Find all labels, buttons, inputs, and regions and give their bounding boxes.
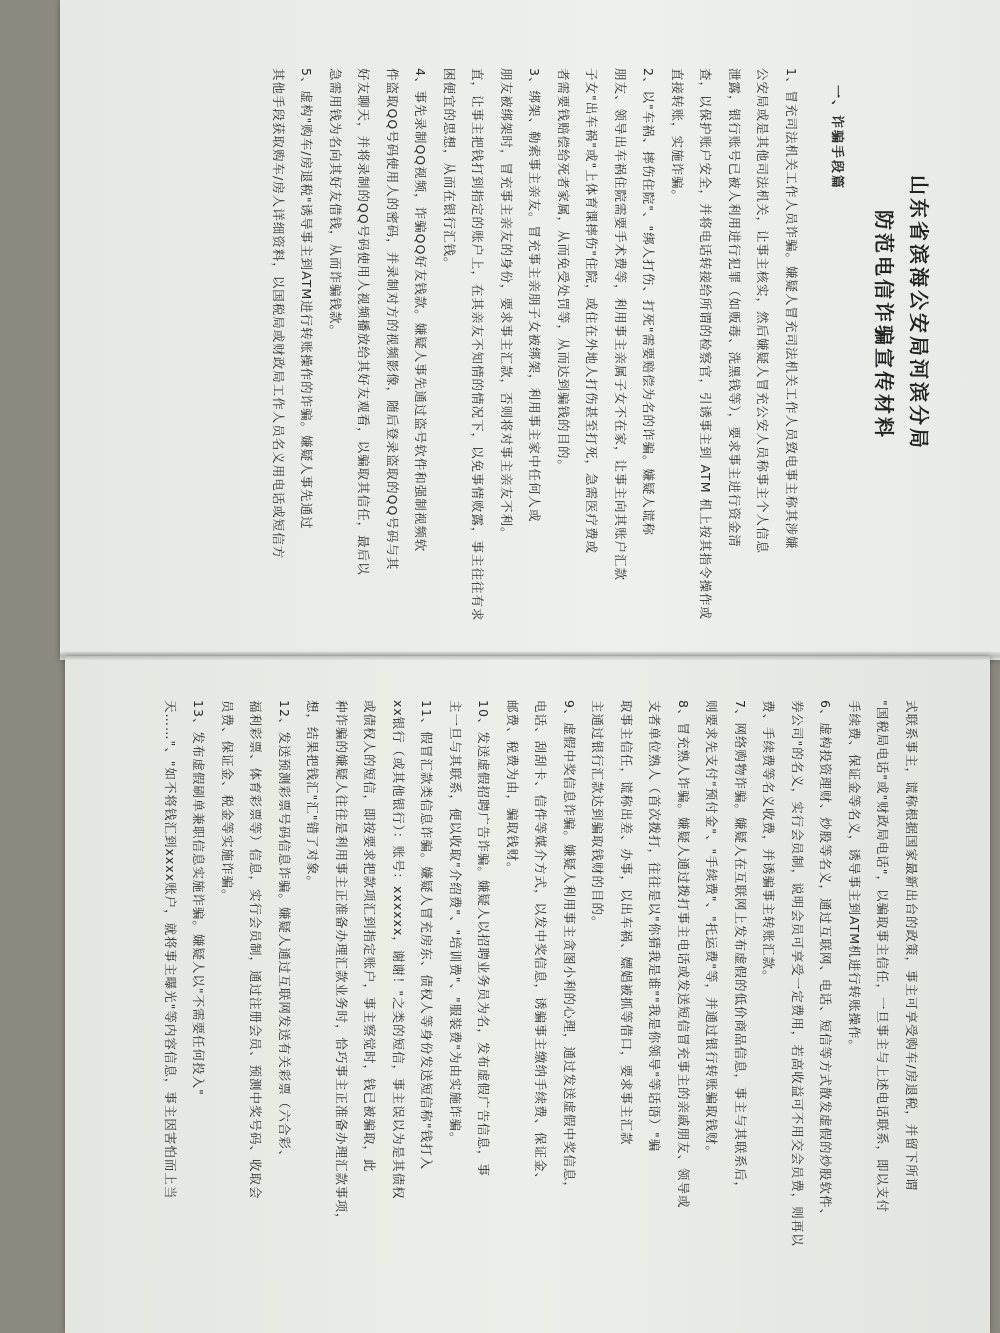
body-paragraph-line: 取事主信任，谎称出差、办事，以出车祸、嫖娼被抓等借口，要求事主汇款 [619, 700, 634, 1146]
body-paragraph-line: 3、绑架、勒索事主亲友。冒充事主亲朋子女被绑架，利用事主家中任何人或 [527, 68, 543, 523]
body-paragraph-line: 支者单位熟人（首次拨打，往往是以"你猜我是谁""我是你领导"等话语）"骗 [647, 700, 663, 1153]
body-paragraph-line: 11、假冒汇款类信息诈骗。嫌疑人冒充房东、债权人等身份发送短信称"钱打入 [419, 700, 435, 1171]
body-paragraph-line: 主通过银行汇款达到骗取钱财的目的。 [590, 700, 606, 930]
body-paragraph-line: 朋友被绑架时，冒充事主亲友的身份，要求事主汇款，否则将对事主亲友不利。 [499, 68, 514, 541]
body-paragraph-line: 泄露，银行账号已被人利用进行犯罪（如贩毒、洗黑钱等），要求事主进行资金清 [727, 68, 742, 548]
paper-fold-crease [60, 652, 1000, 660]
body-paragraph-line: 朋友、领导出车祸住院需要手术费等，利用事主亲属子女不在家，让事主向其账户汇款 [613, 68, 628, 582]
body-paragraph-line: 9、虚假中奖信息诈骗。嫌疑人利用事主贪图小利的心理，通过发送虚假中奖信息， [562, 700, 577, 1195]
body-paragraph-line: 天……"、"如不将钱汇到xxxx账户，就将事主曝光"等内容信息，事主因害怕而上当 [163, 700, 178, 1200]
body-paragraph-line: 8、冒充熟人诈骗。嫌疑人通过拨打事主电话或发送短信冒充事主的亲戚朋友、领导或 [676, 700, 691, 1209]
body-paragraph-line: 则要求先支付"预付金"、"手续费"、"托运费"等，并通过银行转账骗取钱财。 [704, 700, 720, 1159]
body-paragraph-line: 邮费、税费为由，骗取钱财。 [505, 700, 520, 876]
body-paragraph-line: 10、发送虚假招聘广告诈骗。嫌疑人以招聘业务员为名，发布虚假广告信息，事 [476, 700, 492, 1177]
body-paragraph-line: 直接转账，实施诈骗。 [670, 68, 685, 204]
body-paragraph-line: "国税局电话"或"财政局电话"，以骗取事主信任，一旦事主与上述电话联系，即以支付 [875, 700, 891, 1213]
body-paragraph-line: 券公司"的名义，实行会员制，说明会员可享受一定费用，若高收益可不用交会员费，则再以 [790, 700, 805, 1247]
document-title-block [906, 175, 935, 451]
body-paragraph-line: 2、以"车祸、摔伤住院"、"绑人打伤、打死"需要赔偿为名的诈骗。嫌疑人谎称 [641, 68, 657, 536]
section-heading-block [829, 85, 848, 190]
body-paragraph-line: 种诈骗的嫌疑人往往是利用事主正准备办理汇款业务时，恰巧事主正准备办理汇款事项， [334, 700, 349, 1227]
body-paragraph-line: 公安局或是其他司法机关，让事主核实，然后嫌疑人冒充公安人员称事主个人信息 [755, 68, 771, 555]
document-title-line2: 防范电信诈骗宣传材料 [872, 210, 896, 440]
body-paragraph-line: 件盗取QQ号码使用人的密码，并录制对方的视频影像，随后登录盗取的QQ号码与其 [385, 68, 400, 571]
body-paragraph-line: 子女"出车祸"或"上体育课摔伤"住院，或住在外地人打伤甚至打死，急需医疗费或 [584, 68, 600, 554]
body-paragraph-line: 员费、保证金、税金等实施诈骗。 [220, 700, 235, 903]
body-paragraph-line: 1、冒充司法机关工作人员诈骗。嫌疑人冒充司法机关工作人员致电事主称其涉嫌 [784, 68, 799, 550]
body-paragraph-line: 手续费、保证金等名义，诱导事主到ATM机进行转账操作。 [847, 700, 862, 1054]
document-title-block-2 [871, 210, 900, 440]
section-heading: 一、诈骗手段篇 [829, 85, 844, 191]
body-paragraph-line: 者需要钱赔偿给死者家属，从而免受处罚等，从而达到骗钱的目的。 [556, 68, 571, 474]
body-paragraph-line: 13、发布虚假刷单兼职信息实施诈骗。嫌疑人以"不需要任何投入" [191, 700, 207, 1096]
body-paragraph-line: 4、事先录制QQ视频，诈骗QQ好友钱款。嫌疑人事先通过盗号软件和强制视频软 [413, 68, 429, 553]
body-paragraph-line: 6、虚构投资理财、炒股等名义，通过互联网、电话、短信等方式散发虚假的炒股软件、 [818, 700, 834, 1222]
body-text-bottom [156, 700, 926, 1320]
body-paragraph-line: 主一旦与其联系，便以收取"介绍费"、"培训费"、"服装费"为由实施诈骗。 [448, 700, 463, 1146]
body-paragraph-line: 5、虚构"购车/房退税"诱导事主到ATM进行转账操作的诈骗。嫌疑人事先通过 [299, 68, 315, 530]
document-title-line1: 山东省滨海公安局河滨分局 [907, 175, 931, 451]
body-paragraph-line: 好友聊天，并将录制的QQ号码使用人视频播放给其好友观看，以骗取其信任，最后以 [356, 68, 372, 576]
body-paragraph-line: 12、发送预测彩票号码信息诈骗。嫌疑人通过互联网发送有关彩票（六合彩、 [277, 700, 292, 1164]
body-paragraph-line: 急需用钱为名向其好友借钱，从而诈骗钱款。 [328, 68, 343, 339]
body-paragraph-line: 福利彩票、体育彩票等）信息，实行会员制，通过注册会员、预测中奖号码、收取会 [248, 700, 264, 1200]
body-paragraph-line: 电话、刮刮卡、信件等媒介方式，以发中奖信息，诱骗事主缴纳手续费、保证金、 [533, 700, 549, 1187]
body-text-top [264, 68, 806, 628]
body-paragraph-line: 直，让事主把钱打到指定的账户上，在其亲友不知情的情况下，以免事情败露，事主往往有求 [470, 68, 486, 622]
body-paragraph-line: 费、手续费等名义收费，并诱骗事主转账汇款。 [761, 700, 777, 984]
body-paragraph-line: 其他手段获取购车/房人详细资料，以国税局或财政局工作人员名义用电话或短信方 [271, 68, 286, 560]
body-paragraph-line: xx银行（或其他银行）：账号：xxxxxx，谢谢！"之类的短信，事主误以为是其债权 [391, 700, 406, 1200]
body-paragraph-line: 式联系事主，谎称根据国家最新出台的政策，事主可享受购车/房退税，并留下所谓 [904, 700, 919, 1192]
body-paragraph-line: 或债权人的短信，即按要求把款项汇到指定账户，事主察觉时，钱已被骗取，此 [362, 700, 378, 1173]
body-paragraph-line: 查，以保护账户安全，并将电话转接给所谓的检察官，引诱事主到 ATM 机上按其指令操作或 [698, 68, 714, 620]
body-paragraph-line: 7、网络购物诈骗。嫌疑人在互联网上发布虚假的低价商品信息，事主与其联系后， [733, 700, 748, 1195]
body-paragraph-line: 想，结果把钱汇"汇"错了对象。 [305, 700, 321, 889]
body-paragraph-line: 困便宜的思想，从而在银行汇钱。 [442, 68, 457, 271]
